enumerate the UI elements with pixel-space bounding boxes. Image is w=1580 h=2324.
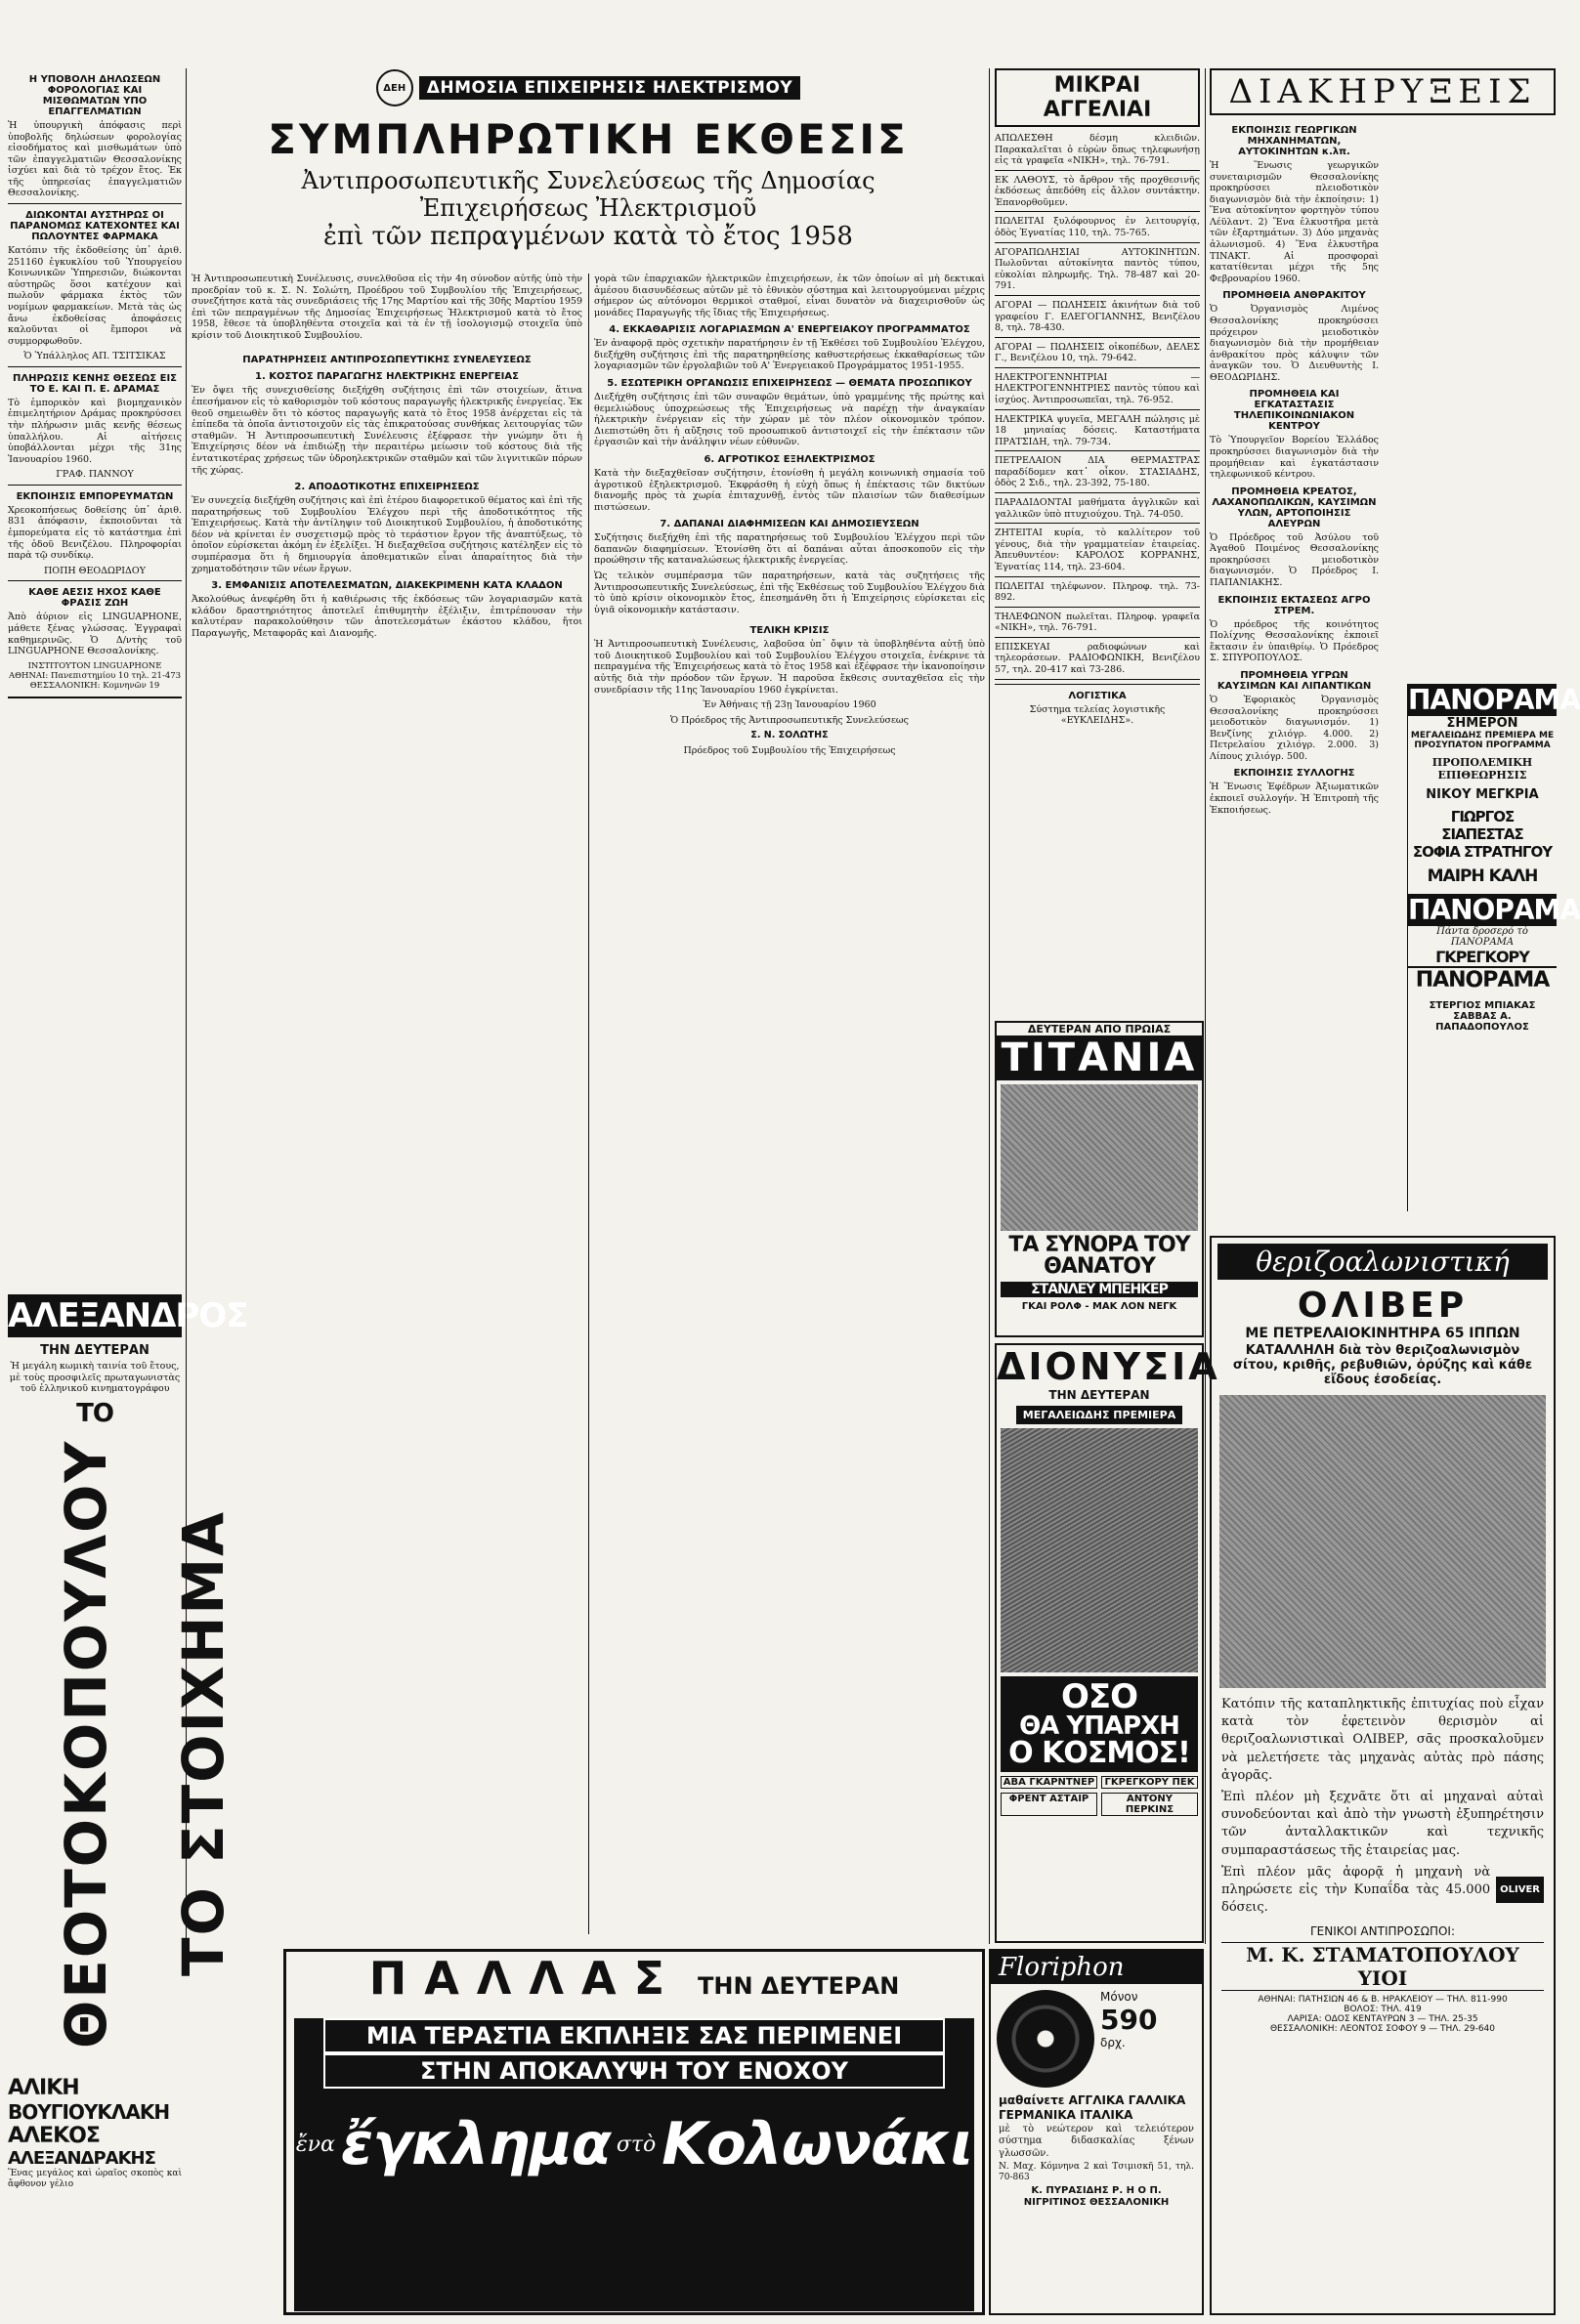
show-title: ΠΡΟΠΟΛΕΜΙΚΗ ΕΠΙΘΕΩΡΗΣΙΣ: [1431, 756, 1533, 782]
cinema-day: ΔΕΥΤΕΡΑΝ ΑΠΟ ΠΡΩΙΑΣ: [1027, 1023, 1172, 1035]
notice-title: ΔΙΩΚΟΝΤΑΙ ΑΥΣΤΗΡΩΣ ΟΙ ΠΑΡΑΝΟΜΩΣ ΚΑΤΕΧΟΝΤΕΣ ΚΑΙ ΠΩΛΟΥΝΤΕΣ ΦΑΡΜΑΚΑ: [10, 210, 180, 243]
small-ad-item: ΗΛΕΚΤΡΙΚΑ ψυγεῖα, ΜΕΓΑΛΗ πώλησις μὲ 18 μηνιαίας δόσεις. Καταστήματα ΠΡΑΤΣΙΔΗ, τηλ. 79-734.: [995, 414, 1200, 452]
section-title: ΤΕΛΙΚΗ ΚΡΙΣΙΣ: [749, 625, 830, 637]
cinema-name: ΠΑΝΟΡΑΜΑ: [1408, 894, 1580, 926]
announcement-title: ΠΡΟΜΗΘΕΙΑ ΑΝΘΡΑΚΙΤΟΥ: [1222, 290, 1366, 302]
agents-name: Μ. Κ. ΣΤΑΜΑΤΟΠΟΥΛΟΥ ΥΙΟΙ: [1221, 1942, 1544, 1991]
section-title: 6. ΑΓΡΟΤΙΚΟΣ ΕΞΗΛΕΚΤΡΙΣΜΟΣ: [704, 453, 875, 465]
notice-signature: Ὁ Ὑπάλληλος ΑΠ. ΤΣΙΤΣΙΚΑΣ: [23, 351, 166, 362]
film-cast: ΓΚΑΙ ΡΟΛΦ - ΜΑΚ ΛΟΝ ΝΕΓΚ: [1021, 1301, 1177, 1312]
announcement-item: [1210, 290, 1379, 383]
dei-logo: ΔΕΗ: [376, 69, 413, 106]
article-paragraph: γορὰ τῶν ἐπαρχιακῶν ἠλεκτρικῶν ἐπιχειρήσεων, ἐκ τῶν ὁποίων αἱ μὴ δεκτικαὶ ἀμέσου διασυνδέσεως αὐτῶν μὲ τὸ ἐθνικὸν σύστημα καὶ λειτουργούμεναι μέχρις σήμερον ὡς αὐτόνομοι θερμικοὶ σταθμοί, εἶναι δυνατὸν νὰ διαχειρισθοῦν ὡς μονάδες Παραγωγῆς τῆς ἴδιας τῆς Ἐπιχειρήσεως.: [594, 274, 985, 318]
small-ad-item: ΕΚ ΛΑΘΟΥΣ, τὸ ἄρθρον τῆς προχθεσινῆς ἐκδόσεως ἀπεδόθη εἰς ἄλλον συντάκτην. Ἐπανορθοῦμεν.: [995, 175, 1200, 213]
agents-title: ΓΕΝΙΚΟΙ ΑΝΤΙΠΡΟΣΩΠΟΙ:: [1309, 1924, 1455, 1939]
cast-name: ΑΛΙΚΗ: [8, 2076, 79, 2100]
film-title-part: ἔνα: [295, 2132, 335, 2157]
panorama-cinema-ad: [1407, 684, 1580, 1211]
article-subtitle: Ἐπιχειρήσεως Ἠλεκτρισμοῦ: [419, 194, 757, 222]
announcement-item: [1210, 486, 1379, 589]
cinema-name: ΠΑΝΟΡΑΜΑ: [1408, 966, 1557, 993]
signature: ΣΑΒΒΑΣ Α. ΠΑΠΑΔΟΠΟΥΛΟΣ: [1435, 1011, 1529, 1033]
film-title-part: ἔγκλημα: [340, 2110, 611, 2178]
ad-brand: Floriphon: [991, 1951, 1202, 1984]
cast-name: ΒΟΥΓΙΟΥΚΛΑΚΗ: [8, 2100, 170, 2124]
small-ads-list: [995, 133, 1200, 680]
notice-signature: ΓΡΑΦ. ΠΑΝΝΟΥ: [56, 469, 134, 481]
pallas-tagline: ΣΤΗΝ ΑΠΟΚΑΛΥΨΗ ΤΟΥ ΕΝΟΧΟΥ: [323, 2053, 945, 2089]
announcement-title: ΠΡΟΜΗΘΕΙΑ ΚΡΕΑΤΟΣ, ΛΑΧΑΝΟΠΩΛΙΚΩΝ, ΚΑΥΣΙΜΩΝ ΥΛΩΝ, ΑΡΤΟΠΟΙΗΣΙΣ ΑΛΕΥΡΩΝ: [1212, 486, 1377, 529]
pallas-tagline: ΜΙΑ ΤΕΡΑΣΤΙΑ ΕΚΠΛΗΞΙΣ ΣΑΣ ΠΕΡΙΜΕΝΕΙ: [323, 2018, 945, 2053]
film-title-block: [1001, 1676, 1198, 1772]
notice-title: ΕΚΠΟΙΗΣΙΣ ΕΜΠΟΡΕΥΜΑΤΩΝ: [16, 490, 174, 502]
announcement-item: [1210, 768, 1379, 816]
announcement-body: Ὁ Ἐφοριακὸς Ὀργανισμὸς Θεσσαλονίκης προκηρύσσει μειοδοτικὸν διαγωνισμόν. 1) Βενζίνης χιλιόγρ. 4.000. 2) Πετρελαίου χιλιόγρ. 2.000. 3) Λίπους χιλιόγρ. 500.: [1210, 694, 1379, 762]
announcement-body: Ὁ πρόεδρος τῆς κοινότητος Πολίχνης Θεσσαλονίκης ἐκποιεῖ ἔκτασιν ἐν ὑπαιθρίῳ. Ὁ Πρόεδρος Σ. ΣΠΥΡΟΠΟΥΛΟΣ.: [1210, 618, 1379, 664]
announcement-item: [1210, 595, 1379, 664]
small-ad-item: ΗΛΕΚΤΡΟΓΕΝΝΗΤΡΙΑΙ — ΗΛΕΚΤΡΟΓΕΝΝΗΤΡΙΕΣ παντὸς τύπου καὶ ἰσχύος. Ἀντιπροσωπεῖαι, τηλ. 76-952.: [995, 372, 1200, 410]
announcement-body: Τὸ Ὑπουργεῖον Βορείου Ἑλλάδος προκηρύσσει διαγωνισμὸν διὰ τὴν προμήθειαν καὶ ἐγκατάστασιν τηλεφωνικοῦ κέντρου.: [1210, 435, 1379, 481]
combine-harvester-image: [1219, 1395, 1546, 1688]
announcement-item: [1210, 125, 1379, 284]
article-column-left: [192, 274, 582, 1944]
ad-body: Ἐπὶ πλέον μᾶς ἀφορᾷ ἡ μηχανὴ νὰ πληρώσετε εἰς τὴν Κυπαΐδα τὰς 45.000 δόσεις.: [1221, 1864, 1491, 1916]
section-title: 7. ΔΑΠΑΝΑΙ ΔΙΑΦΗΜΙΣΕΩΝ ΚΑΙ ΔΗΜΟΣΙΕΥΣΕΩΝ: [660, 519, 919, 530]
small-ads-header: ΜΙΚΡΑΙ ΑΓΓΕΛΙΑΙ: [995, 68, 1200, 127]
cinema-name: ΤΙΤΑΝΙΑ: [997, 1035, 1202, 1080]
announcement-title: ΠΡΟΜΗΘΕΙΑ ΚΑΙ ΕΓΚΑΤΑΣΤΑΣΙΣ ΤΗΛΕΠΙΚΟΙΝΩΝΙΑΚΟΝ ΚΕΝΤΡΟΥ: [1233, 389, 1355, 433]
small-ad-item: ΑΓΟΡΑΙ — ΠΩΛΗΣΕΙΣ οἰκοπέδων, ΔΕΛΕΣ Γ., Βενιζέλου 10, τηλ. 79-642.: [995, 342, 1200, 368]
film-title: ΘΑ ΥΠΑΡΧΗ: [1019, 1711, 1179, 1741]
notice-body: Ἀπὸ ἀύριον εἰς LINGUAPHONE, μάθετε ξένας γλώσσας. Ἐγγραφαὶ καθημερινῶς. Ὁ Δ/ντὴς τοῦ LINGUAPHONE Θεσσαλονίκης.: [8, 612, 182, 657]
cinema-day: ΤΗΝ ΔΕΥΤΕΡΑΝ: [40, 1343, 149, 1358]
article-paragraph: Συζήτησις διεξήχθη ἐπὶ τῆς παρατηρήσεως τοῦ Συμβουλίου Ἐλέγχου περὶ τῶν δαπανῶν διαφημίσεων. Ἐτονίσθη ὅτι αἱ δαπάναι αὗται ἀποσκοποῦν εἰς τὴν προώθησιν τῆς καταναλώσεως ἠλεκτρικῆς ἐνεργείας.: [594, 532, 985, 567]
cinema-day: ΤΗΝ ΔΕΥΤΕΡΑΝ: [1048, 1388, 1150, 1402]
cinema-note: Ἕνας μεγάλος καὶ ὡραῖος σκοπὸς καὶ ἄφθονον γέλιο: [8, 2169, 182, 2189]
article-banner: ΔΗΜΟΣΙΑ ΕΠΙΧΕΙΡΗΣΙΣ ΗΛΕΚΤΡΙΣΜΟΥ: [419, 76, 800, 100]
announcement-body: Ἡ Ἕνωσις γεωργικῶν συνεταιρισμῶν Θεσσαλονίκης προκηρύσσει πλειοδοτικὸν διαγωνισμὸν διὰ τὴν ἐκποίησιν: 1) Ἕνα αὐτοκίνητον φορτηγὸν τύπου Λέϋλαντ. 2) Ἕνα ἐλκυστῆρα μετὰ τῶν ἐξαρτημάτων. 3) Δύο μηχανὰς ἀλωνισμοῦ. 4) Ἕνα ἐλκυστῆρα ΤΙΝΑΚΤ. Αἱ προσφοραὶ κατατίθενται μέχρι τῆς 5ης Φεβρουαρίου 1960.: [1210, 160, 1379, 284]
cinema-film-title: ΘΕΟΤΟΚΟΠΟΥΛΟΥ ΤΟ ΣΤΟΙΧΗΜΑ: [53, 1439, 236, 2049]
announcement-title: ΕΚΠΟΙΗΣΙΣ ΓΕΩΡΓΙΚΩΝ ΜΗΧΑΝΗΜΑΤΩΝ, ΑΥΤΟΚΙΝΗΤΩΝ κ.λπ.: [1231, 125, 1357, 157]
ad-address: Ν. Μαχ. Κόμνηνα 2 καὶ Τσιμισκῆ 51, τηλ. 70-863: [999, 2161, 1194, 2182]
small-ads-column: [995, 68, 1220, 1944]
article-paragraph: Ὡς τελικὸν συμπέρασμα τῶν παρατηρήσεων, κατὰ τὰς συζητήσεις τῆς Ἀντιπροσωπευτικῆς Συνελεύσεως, ἐπὶ τῆς Ἐκθέσεως τοῦ Συμβουλίου Ἐλέγχου διὰ τὸ ὑπὸ κρίσιν οἰκονομικὸν ἔτος, ἐπεσημάνθη ὅτι ἡ Ἐπιχείρησις εὑρίσκεται εἰς ὑγιᾶ οἰκονομικὴν κατάστασιν.: [594, 570, 985, 615]
film-poster-image: [1001, 1428, 1198, 1672]
small-ad-item: ΖΗΤΕΙΤΑΙ κυρία, τὸ καλλίτερον τοῦ γένους, διὰ τὴν γραμματείαν ἑταιρείας. Ἀπευθυντέον: ΚΑΡΟΛΟΣ ΚΟΡΡΑΝΗΣ, Ἐγνατίας 114, τηλ. 23-604.: [995, 528, 1200, 576]
article-paragraph: Ἡ Ἀντιπροσωπευτικὴ Συνέλευσις, λαβοῦσα ὑπ᾽ ὄψιν τὰ ὑποβληθέντα αὐτῇ ὑπὸ τοῦ Διοικητικοῦ Συμβουλίου καὶ τοῦ Συμβουλίου Ἐλέγχου στοιχεῖα, ἐνέκρινε τὰ πεπραγμένα τῆς Ἐπιχειρήσεως κατὰ τὸ ἔτος 1958 καὶ ἐξέφρασε τὴν ἱκανοποίησιν αὐτῆς διὰ τὴν πρόοδον τῶν ἔργων. Ἡ παροῦσα ἔκθεσις συνταχθεῖσα εἰς τὴν συνεδρίασιν τῆς 11ης Ἰανουαρίου 1960 ἐγκρίνεται.: [594, 639, 985, 696]
announcement-body: Ὁ Πρόεδρος τοῦ Ἀσύλου τοῦ Ἀγαθοῦ Ποιμένος Θεσσαλονίκης προκηρύσσει μειοδοτικὸν διαγωνισμόν. Ὁ Πρόεδρος Ι. ΠΑΠΑΝΙΑΚΗΣ.: [1210, 531, 1379, 589]
cinema-description: Ἡ μεγάλη κωμικὴ ταινία τοῦ ἔτους, μὲ τοὺς προσφιλεῖς πρωταγωνιστὰς τοῦ ἑλληνικοῦ κινηματογράφου: [9, 1361, 181, 1395]
announcement-body: Ἡ Ἕνωσις Ἐφέδρων Ἀξιωματικῶν ἐκποιεῖ συλλογήν. Ἡ Ἐπιτροπὴ τῆς Ἐκποιήσεως.: [1210, 782, 1379, 816]
small-ad-item: ΕΠΙΣΚΕΥΑΙ ραδιοφώνων καὶ τηλεοράσεων. ΡΑΔΙΟΦΩΝΙΚΗ, Βενιζέλου 57, τηλ. 20-417 καὶ 73-286.: [995, 642, 1200, 680]
oliver-combine-ad: [1210, 1236, 1556, 2315]
signatory-role: Πρόεδρος τοῦ Συμβουλίου τῆς Ἐπιχειρήσεως: [683, 744, 896, 756]
film-title: ΟΣΟ: [1060, 1677, 1138, 1716]
ad-line: ΜΕ ΠΕΤΡΕΛΑΙΟΚΙΝΗΤΗΡΑ 65 ΙΠΠΩΝ: [1245, 1326, 1520, 1341]
small-ad-item: ΠΩΛΕΙΤΑΙ τηλέφωνον. Πληροφ. τηλ. 73-892.: [995, 581, 1200, 608]
agents-address: ΒΟΛΟΣ: ΤΗΛ. 419: [1344, 2005, 1422, 2015]
announcement-title: ΠΡΟΜΗΘΕΙΑ ΥΓΡΩΝ ΚΑΥΣΙΜΩΝ ΚΑΙ ΛΙΠΑΝΤΙΚΩΝ: [1217, 669, 1372, 692]
notice-body: Κατόπιν τῆς ἐκδοθείσης ὑπ᾽ ἀριθ. 251160 ἐγκυκλίου τοῦ Ὑπουργείου Κοινωνικῶν Ὑπηρεσιῶν, διώκονται αὐστηρῶς ὅσοι κατέχουν καὶ πωλοῦν φάρμακα ἐκτὸς τῶν νομίμων φαρμακείων. Μετὰ τὰς ὡς ἄνω ἐκδοθείσας ἀποφάσεις καλοῦνται οἱ ἔμποροι νὰ συμμορφωθοῦν.: [8, 245, 182, 347]
ad-line: ΚΑΤΑΛΛΗΛΗ διὰ τὸν θεριζοαλωνισμὸν σίτου, κριθῆς, ρεβυθιῶν, ὀρύζης καὶ κάθε εἴδους ἐσοδείας.: [1232, 1343, 1533, 1387]
article-paragraph: Ἡ Ἀντιπροσωπευτικὴ Συνέλευσις, συνελθοῦσα εἰς τὴν 4η σύνοδον αὐτῆς ὑπὸ τὴν προεδρίαν τοῦ κ. Σ. Ν. Σολώτη, Προέδρου τοῦ Συμβουλίου τῆς Ἐπιχειρήσεως, συνεζήτησε κατὰ τὰς συνεδριάσεις τῆς 17ης Μαρτίου καὶ τῆς 30ῆς Μαρτίου 1959 ἐπὶ τῶν πεπραγμένων τῆς Δημοσίας Ἐπιχειρήσεως Ἠλεκτρισμοῦ κατὰ τὸ ἔτος 1958, ἔθεσε τὰ ὑποβληθέντα στοιχεῖα καὶ τὰ ἐν τῇ ἰσολογισμῷ στοιχεῖα ὑπὸ κρίσιν τοῦ Διοικητικοῦ Συμβουλίου.: [192, 274, 582, 341]
article-paragraph: Ἀκολούθως ἀνεφέρθη ὅτι ἡ καθιέρωσις τῆς ἐκδόσεως τῶν λογαριασμῶν κατὰ κλάδον δραστηριότητος ἀποτελεῖ ἐπιθυμητὴν ἐξέλιξιν, ἐπιτρέπουσαν τὴν καλυτέραν παρακολούθησιν τῶν ἀποτελεσμάτων ἑκάστου κλάδου, ἤτοι Παραγωγῆς, Μεταφορᾶς καὶ Διανομῆς.: [192, 594, 582, 639]
notice-signature: ΠΟΠΗ ΘΕΟΔΩΡΙΔΟΥ: [44, 565, 146, 576]
announcement-body: Ὁ Ὀργανισμὸς Λιμένος Θεσσαλονίκης προκηρύσσει πρόχειρον μειοδοτικὸν διαγωνισμὸν διὰ τὴν προμήθειαν ἀνθρακίτου πρὸς κάλυψιν τῶν ἀναγκῶν του. Ὁ Διευθυντὴς Ι. ΘΕΟΔΩΡΙΔΗΣ.: [1210, 304, 1379, 383]
small-ad-title: ΛΟΓΙΣΤΙΚΑ: [1068, 690, 1127, 701]
section-title: 4. ΕΚΚΑΘΑΡΙΣΙΣ ΛΟΓΑΡΙΑΣΜΩΝ Α' ΕΝΕΡΓΕΙΑΚΟΥ ΠΡΟΓΡΑΜΜΑΤΟΣ: [609, 324, 970, 336]
signatory-name: Σ. Ν. ΣΟΛΩΤΗΣ: [750, 730, 829, 741]
notice-body: Χρεοκοπήσεως δοθείσης ὑπ᾽ ἀριθ. 831 ἀπόφασιν, ἐκποιοῦνται τὰ ἐμπορεύματα εἰς τὸ κατάστημα ἐπὶ τῆς ὁδοῦ Βενιζέλου. Πληροφορίαι παρὰ τῷ συνδίκῳ.: [8, 504, 182, 562]
cinema-name: ΠΑΝΟΡΑΜΑ: [1408, 684, 1580, 716]
cinema-alexandros-ad: [8, 1294, 248, 2310]
small-ad-item: ΑΓΟΡΑΙ — ΠΩΛΗΣΕΙΣ ἀκινήτων διὰ τοῦ γραφείου Γ. ΕΛΕΓΟΓΙΑΝΝΗΣ, Βενιζέλου 8, τηλ. 78-430.: [995, 300, 1200, 338]
film-cast: ΑΝΤΟΝΥ ΠΕΡΚΙΝΣ: [1101, 1793, 1198, 1816]
show-cast: ΜΑΙΡΗ ΚΑΛΗ: [1427, 866, 1538, 886]
announcement-title: ΕΚΠΟΙΗΣΙΣ ΣΥΛΛΟΓΗΣ: [1233, 768, 1355, 780]
cinema-name: ΠΑΛΛΑΣ: [368, 1952, 683, 2005]
film-star: ΣΤΑΝΛΕΫ ΜΠΕΗΚΕΡ: [1001, 1282, 1198, 1297]
notice-title: ΠΛΗΡΩΣΙΣ ΚΕΝΗΣ ΘΕΣΕΩΣ ΕΙΣ ΤΟ Ε. ΚΑΙ Π. Ε. ΔΡΑΜΑΣ: [13, 372, 177, 395]
price-label: Μόνον: [1100, 1990, 1138, 2004]
left-column: [8, 68, 248, 2315]
ad-body: Ἐπὶ πλέον μὴ ξεχνᾶτε ὅτι αἱ μηχαναὶ αὐταὶ συνοδεύονται καὶ ἀπὸ τὴν γνωστὴ ἐξυπηρέτησιν τῶν ἀνταλλακτικῶν καὶ τεχνικῆς συμπαραστάσεως τῆς ἑταιρείας μας.: [1221, 1789, 1544, 1858]
notice-title: ΚΑΘΕ ΑΕΣΙΣ ΗΧΟΣ ΚΑΘΕ ΦΡΑΣΙΣ ΖΩΗ: [28, 587, 161, 610]
article-paragraph: Κατὰ τὴν διεξαχθεῖσαν συζήτησιν, ἐτονίσθη ἡ μεγάλη κοινωνικὴ σημασία τοῦ ἀγροτικοῦ ἐξηλεκτρισμοῦ. Ἐκφράσθη ἡ εὐχὴ ὅπως ἡ ἐπέκτασις τῶν δικτύων διανομῆς πρὸς τὰ χωρία ἐπιταχυνθῇ, ἐντὸς τῶν πλαισίων τῶν διαθεσίμων πιστώσεων.: [594, 467, 985, 513]
small-ad-body: Σύστημα τελείας λογιστικῆς «ΕΥΚΛΕΙΔΗΣ».: [1029, 703, 1166, 727]
small-ad-item: ΑΠΩΛΕΣΘΗ δέσμη κλειδιῶν. Παρακαλεῖται ὁ εὑρὼν ὅπως τηλεφωνήσῃ εἰς τὰ γραφεῖα «ΝΙΚΗ», τηλ. 76-791.: [995, 133, 1200, 171]
signatory-role: Ὁ Πρόεδρος τῆς Ἀντιπροσωπευτικῆς Συνελεύσεως: [669, 714, 909, 726]
titania-cinema-ad: [995, 1021, 1204, 1337]
film-cast: ΓΚΡΕΓΚΟΡΥ ΠΕΚ: [1101, 1776, 1198, 1789]
cinema-to: ΤΟ: [76, 1398, 113, 1428]
dionysia-cinema-ad: [995, 1343, 1220, 1943]
section-title: 3. ΕΜΦΑΝΙΣΙΣ ΑΠΟΤΕΛΕΣΜΑΤΩΝ, ΔΙΑΚΕΚΡΙΜΕΝΗ ΚΑΤΑ ΚΛΑΔΟΝ: [211, 580, 563, 592]
small-ad-item: ΠΕΤΡΕΛΑΙΟΝ ΔΙΑ ΘΕΡΜΑΣΤΡΑΣ παραδίδομεν κατ᾽ οἶκον. ΣΤΑΣΙΑΔΗΣ, ὁδὸς 2 Σιδ., τηλ. 23-392, 75-180.: [995, 455, 1200, 493]
section-title: 1. ΚΟΣΤΟΣ ΠΑΡΑΓΩΓΗΣ ΗΛΕΚΤΡΙΚΗΣ ΕΝΕΡΓΕΙΑΣ: [255, 371, 519, 383]
article-paragraph: Διεξήχθη συζήτησις ἐπὶ τῶν συναφῶν θεμάτων, ὑπὸ γραμμένης τῆς πρώτης καὶ θεμελιώδους ὑποχρεώσεως τῆς Ἐπιχειρήσεως νὰ παρέχῃ τὴν ἀναγκαίαν ἠλεκτρικὴν ἐνέργειαν εἰς τὴν χώραν μὲ τὸν πλέον οἰκονομικὸν τρόπον. Διεπιστώθη ὅτι ἡ αὔξησις τοῦ προσωπικοῦ ἀντιστοιχεῖ εἰς τὴν ἐπέκτασιν τῶν ἐργασιῶν καὶ τὴν ἀνάληψιν νέων εὐθυνῶν.: [594, 392, 985, 448]
show-cast: ΝΙΚΟΥ ΜΕΓΚΡΙΑ: [1426, 787, 1539, 802]
film-title: Ο ΚΟΣΜΟΣ!: [1008, 1736, 1190, 1770]
film-title-part: στὸ: [616, 2132, 657, 2157]
cast-name: ΑΛΕΚΟΣ: [8, 2124, 100, 2148]
ad-brand: ΟΛΙΒΕΡ: [1297, 1286, 1469, 1326]
announcements-header: ΔΙΑΚΗΡΥΞΕΙΣ: [1210, 68, 1556, 115]
notice-title: Η ΥΠΟΒΟΛΗ ΔΗΛΩΣΕΩΝ ΦΟΡΟΛΟΓΙΑΣ ΚΑΙ ΜΙΣΘΩΜΑΤΩΝ ΥΠΟ ΕΠΑΓΓΕΛΜΑΤΙΩΝ: [28, 74, 161, 117]
announcement-item: [1210, 389, 1379, 480]
film-title-part: Κολωνάκι: [662, 2110, 973, 2178]
article-paragraph: Ἐν ἀναφορᾷ πρὸς σχετικὴν παρατήρησιν ἐν τῇ Ἐκθέσει τοῦ Συμβουλίου Ἐλέγχου, διεξήχθη συζήτησις ἐπὶ τῆς παρατηρηθείσης καθυστερήσεως ἐκκαθαρίσεως τῶν λογαριασμῶν τῶν ἐργολαβιῶν τοῦ Α' Ἐνεργειακοῦ Προγράμματος 1951-1955.: [594, 338, 985, 372]
record-icon: [997, 1990, 1094, 2088]
article-paragraph: Ἐν ὄψει τῆς συνεχισθείσης διεξήχθη συζήτησις ἐπὶ τῶν στοιχείων, ἅτινα ἐπεσήμανον εἰς τὸ καθορισμὸν τοῦ κόστους παραγωγῆς ἠλεκτρικῆς ἐνεργείας. Ἐκ θεοῦ σημειωθὲν ὅτι τὸ κόστος παραγωγῆς κατὰ τὸ ἔτος 1958 ἀνέρχεται εἰς τὰ ἐπίπεδα τὰ ὁποῖα ἀντιστοιχοῦν εἰς τὰς ἐπικρατούσας συνθήκας λειτουργίας τῶν σταθμῶν. Ἡ Ἀντιπροσωπευτικὴ Συνέλευσις ἐξέφρασε τὴν γνώμην ὅτι ἡ Ἐπιχείρησις δέον νὰ ἐπιδιώξῃ τὴν περαιτέρω μείωσιν τοῦ κόστους διὰ τῆς ἐντατικοτέρας χρήσεως τῶν ὑδροηλεκτρικῶν σταθμῶν καὶ τῶν λιγνιτικῶν πόρων τῆς χώρας.: [192, 385, 582, 476]
ad-title: θεριζοαλωνιστική: [1217, 1244, 1548, 1280]
film-cast: ΑΒΑ ΓΚΑΡΝΤΝΕΡ: [1001, 1776, 1097, 1789]
cinema-premiere: ΜΕΓΑΛΕΙΩΔΗΣ ΠΡΕΜΙΕΡΑ ΜΕ ΠΡΟΣΥΠΑΤΟΝ ΠΡΟΓΡΑΜΜΑ: [1410, 731, 1555, 750]
announcement-item: [1210, 670, 1379, 762]
floriphon-language-ad: [989, 1949, 1204, 2315]
film-title: ΤΑ ΣΥΝΟΡΑ ΤΟΥ ΘΑΝΑΤΟΥ: [1008, 1233, 1190, 1279]
oliver-badge: OLIVER: [1496, 1877, 1544, 1903]
article-subtitle: Ἀντιπροσωπευτικῆς Συνελεύσεως τῆς Δημοσίας: [301, 167, 875, 194]
small-ad-item: ΠΩΛΕΙΤΑΙ ξυλόφουρνος ἐν λειτουργίᾳ, ὁδὸς Ἐγνατίας 110, τηλ. 75-765.: [995, 216, 1200, 242]
cinema-day: ΤΗΝ ΔΕΥΤΕΡΑΝ: [698, 1972, 900, 2000]
cast-name: ΑΛΕΞΑΝΔΡΑΚΗΣ: [8, 2148, 155, 2169]
main-article: [192, 68, 985, 1944]
ad-agent: Κ. ΠΥΡΑΣΙΔΗΣ Ρ. Η Ο Π. ΝΙΓΡΙΤΙΝΟΣ ΘΕΣΣΑΛΟΝΙΚΗ: [1023, 2184, 1170, 2208]
agents-address: ΘΕΣΣΑΛΟΝΙΚΗ: ΛΕΟΝΤΟΣ ΣΟΦΟΥ 9 — ΤΗΛ. 29-640: [1269, 2024, 1496, 2035]
agents-address: ΛΑΡΙΣΑ: ΟΔΟΣ ΚΕΝΤΑΥΡΩΝ 3 — ΤΗΛ. 25-35: [1287, 2014, 1478, 2025]
cinema-tagline: Πάντα δροσερό τὸ ΠΑΝΟΡΑΜΑ: [1436, 926, 1528, 948]
film-cast: ΦΡΕΝΤ ΑΣΤΑΙΡ: [1001, 1793, 1097, 1816]
ad-body: Κατόπιν τῆς καταπληκτικῆς ἐπιτυχίας ποὺ εἶχαν κατὰ τὸν ἐφετεινὸν θερισμὸν αἱ θεριζοαλωνιστικαὶ ΟΛΙΒΕΡ, σᾶς προσκαλοῦμεν νὰ μελετήσετε τὰς μηχανὰς αὐτὰς πρὸ πάσης ἀγορᾶς.: [1221, 1697, 1544, 1783]
ad-body: μὲ τὸ νεώτερον καὶ τελειότερον σύστημα διδασκαλίας ξένων γλωσσῶν.: [999, 2124, 1194, 2159]
signature: ΣΤΕΡΓΙΟΣ ΜΠΙΑΚΑΣ: [1429, 1000, 1536, 1011]
price-unit: δρχ.: [1100, 2036, 1126, 2049]
cinema-day: ΣΗΜΕΡΟΝ: [1446, 716, 1518, 731]
pallas-cinema-ad: [283, 1949, 985, 2315]
film-poster-image: [1001, 1084, 1198, 1231]
agents-address: ΑΘΗΝΑΙ: ΠΑΤΗΣΙΩΝ 46 & Β. ΗΡΑΚΛΕΙΟΥ — ΤΗΛ. 811-990: [1258, 1995, 1508, 2006]
section-heading: ΠΑΡΑΤΗΡΗΣΕΙΣ ΑΝΤΙΠΡΟΣΩΠΕΥΤΙΚΗΣ ΣΥΝΕΛΕΥΣΕΩΣ: [242, 355, 532, 366]
section-title: 2. ΑΠΟΔΟΤΙΚΟΤΗΣ ΕΠΙΧΕΙΡΗΣΕΩΣ: [294, 482, 480, 493]
small-ad-item: ΤΗΛΕΦΩΝΟΝ πωλεῖται. Πληροφ. γραφεῖα «ΝΙΚΗ», τηλ. 76-791.: [995, 612, 1200, 638]
article-title: ΣΥΜΠΛΗΡΩΤΙΚΗ ΕΚΘΕΣΙΣ: [268, 115, 909, 163]
article-date: Ἐν Ἀθήναις τῇ 23ῃ Ἰανουαρίου 1960: [703, 699, 876, 711]
article-column-right: [594, 274, 985, 1944]
cinema-name: ΑΛΕΞΑΝΔΡΟΣ: [8, 1296, 248, 1335]
show-cast: ΓΙΩΡΓΟΣ ΣΙΑΠΕΣΤΑΣ: [1441, 808, 1523, 843]
announcement-title: ΕΚΠΟΙΗΣΙΣ ΕΚΤΑΣΕΩΣ ΑΓΡΟ ΣΤΡΕΜ.: [1217, 594, 1371, 616]
small-ad-item: ΠΑΡΑΔΙΔΟΝΤΑΙ μαθήματα ἀγγλικῶν καὶ γαλλικῶν ὑπὸ πτυχιούχου. Τηλ. 74-050.: [995, 497, 1200, 524]
notice-address: ΙΝΣΤΙΤΟΥΤΟΝ LINGUAPHONE ΑΘΗΝΑΙ: Πανεπιστημίου 10 τηλ. 21-473 ΘΕΣΣΑΛΟΝΙΚΗ: Κομνηνῶν 19: [8, 660, 182, 692]
price-value: 590: [1100, 2004, 1158, 2036]
cinema-premiere: ΜΕΓΑΛΕΙΩΔΗΣ ΠΡΕΜΙΕΡΑ: [1016, 1406, 1182, 1424]
notice-body: Ἡ ὑπουργικὴ ἀπόφασις περὶ ὑποβολῆς δηλώσεων φορολογίας εἰσοδήματος καὶ μισθωμάτων ὑπὸ τῶν ἐπαγγελματιῶν Θεσσαλονίκης ἰσχύει καὶ διὰ τὸ τρέχον ἔτος. Ἐκ τῆς ὑπηρεσίας ἐπαγγελματιῶν Θεσσαλονίκης.: [8, 120, 182, 199]
film-star: ΓΚΡΕΓΚΟΡΥ: [1435, 948, 1529, 966]
small-ad-item: ΑΓΟΡΑΠΩΛΗΣΙΑΙ ΑΥΤΟΚΙΝΗΤΩΝ. Πωλοῦνται αὐτοκίνητα παντὸς τύπου, εὐκολίαι πληρωμῆς. Τηλ. 78-487 καὶ 20-791.: [995, 247, 1200, 296]
cinema-name: ΔΙΟΝΥΣΙΑ: [997, 1345, 1220, 1388]
article-paragraph: Ἐν συνεχείᾳ διεξήχθη συζήτησις καὶ ἐπὶ ἑτέρου διαφορετικοῦ θέματος καὶ ἐπὶ τῆς παρατηρήσεως τοῦ Συμβουλίου Ἐλέγχου περὶ τῆς ἀποδοτικότητος τῆς Ἐπιχειρήσεως. Κατὰ τὴν ἀντίληψιν τοῦ Διοικητικοῦ Συμβουλίου, ἡ ἀποδοτικότης δέον νὰ κρίνεται ἐν συσχετισμῷ πρὸς τὸ τεράστιον ἔργον τῆς ἀναπτύξεως, τὸ ὁποῖον εὑρίσκεται ἀκόμη ἐν ἐξελίξει. Ἡ διεξαχθεῖσα συζήτησις κατέληξεν εἰς τὸ συμπέρασμα ὅτι ἡ δημιουργία ἀποθεματικῶν εἶναι ἀπαραίτητος διὰ τὴν χρηματοδότησιν τῶν νέων ἔργων.: [192, 495, 582, 574]
ad-description: μαθαίνετε ΑΓΓΛΙΚΑ ΓΑΛΛΙΚΑ ΓΕΡΜΑΝΙΚΑ ΙΤΑΛΙΚΑ: [999, 2093, 1186, 2122]
show-cast: ΣΟΦΙΑ ΣΤΡΑΤΗΓΟΥ: [1412, 843, 1553, 861]
article-header: [192, 68, 985, 107]
article-subtitle: ἐπὶ τῶν πεπραγμένων κατὰ τὸ ἔτος 1958: [323, 222, 853, 251]
notice-body: Τὸ ἐμπορικὸν καὶ βιομηχανικὸν ἐπιμελητήριον Δράμας προκηρύσσει τὴν πλήρωσιν μιᾶς κενῆς θέσεως ὑπαλλήλου. Αἱ αἰτήσεις ὑποβάλλονται μέχρι τῆς 31ης Ἰανουαρίου 1960.: [8, 397, 182, 465]
section-title: 5. ΕΣΩΤΕΡΙΚΗ ΟΡΓΑΝΩΣΙΣ ΕΠΙΧΕΙΡΗΣΕΩΣ — ΘΕΜΑΤΑ ΠΡΟΣΩΠΙΚΟΥ: [607, 378, 972, 390]
